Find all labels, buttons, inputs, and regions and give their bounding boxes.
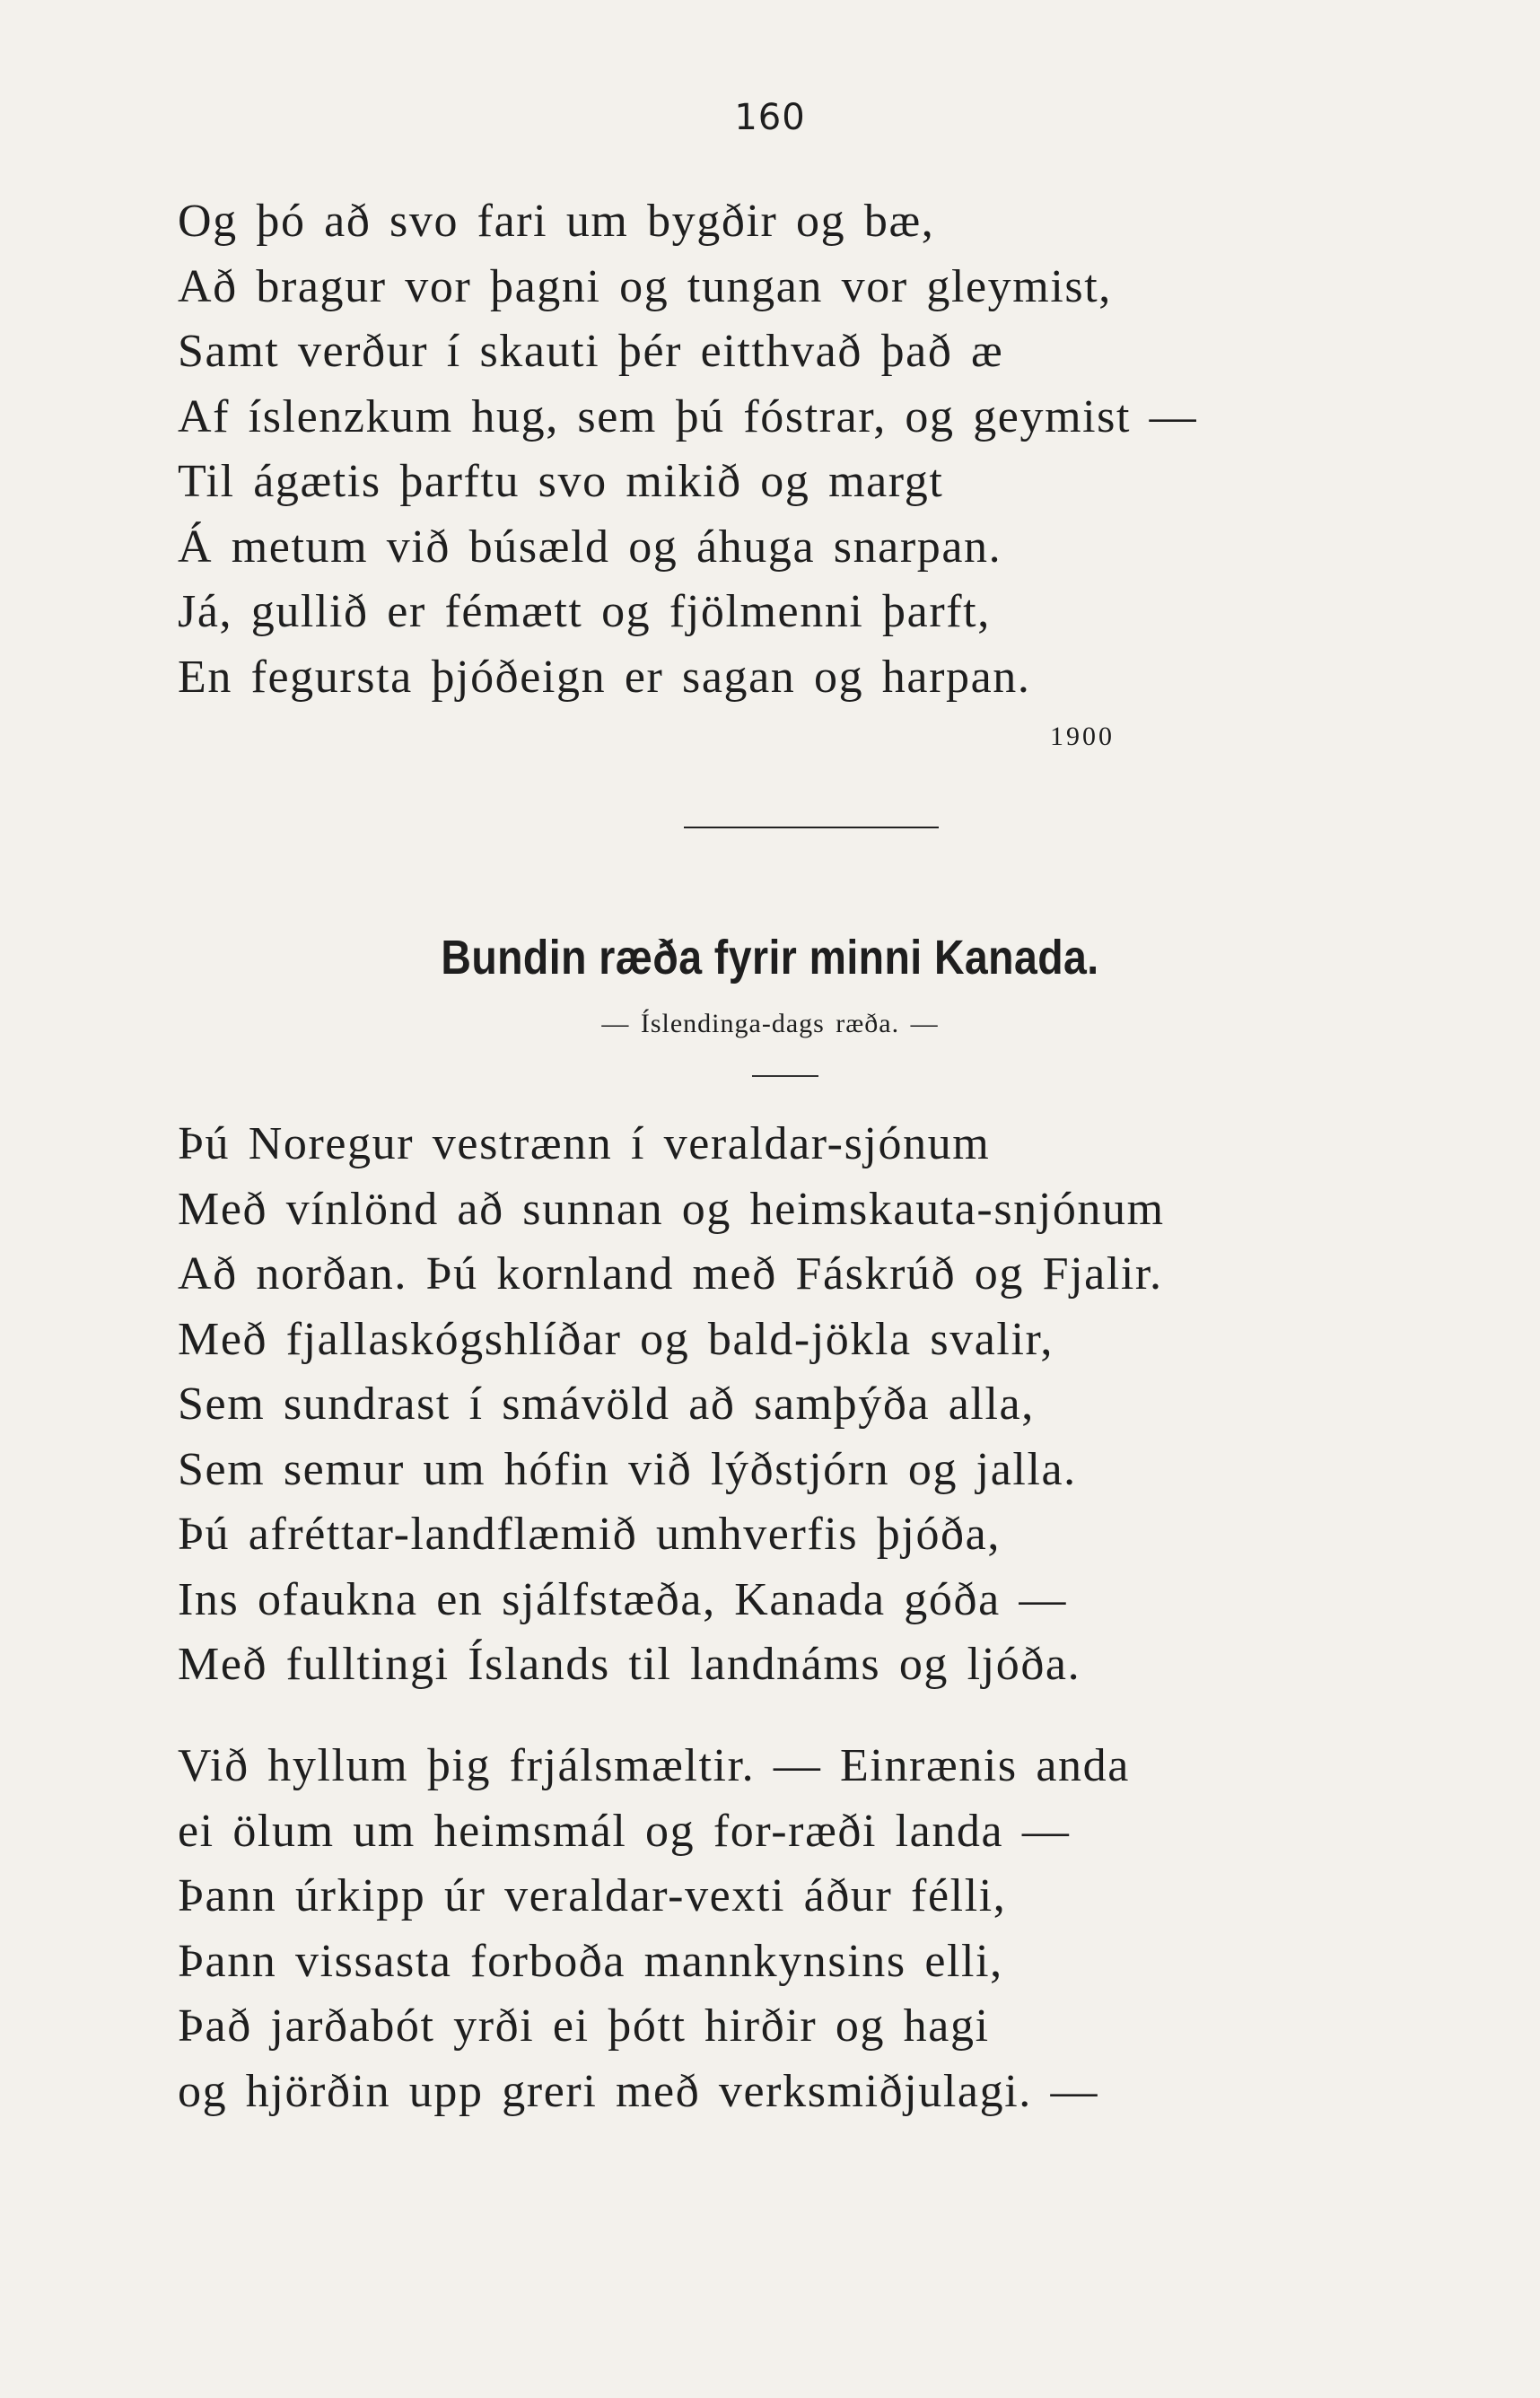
poem-2-stanza-a — [178, 1112, 1165, 1698]
verse-line: Þú Noregur vestrænn í veraldar-sjónum — [178, 1118, 991, 1169]
verse-line: Sem sundrast í smávöld að samþýða alla, — [178, 1378, 1035, 1430]
verse-line: Með fulltingi Íslands til landnáms og ljóða. — [178, 1639, 1081, 1690]
verse-line: Við hyllum þig frjálsmæltir. — Einrænis anda — [178, 1740, 1130, 1791]
verse-line: Að bragur vor þagni og tungan vor gleymist, — [178, 260, 1112, 312]
verse-line: Þú afréttar-landflæmið umhverfis þjóða, — [178, 1509, 1001, 1560]
verse-line: Já, gullið er fémætt og fjölmenni þarft, — [178, 586, 991, 637]
verse-line: En fegursta þjóðeign er sagan og harpan. — [178, 651, 1031, 703]
poem-2-subtitle: — Íslendinga-dags ræða. — — [601, 1009, 939, 1038]
verse-line: Þann vissasta forboða mannkynsins elli, — [178, 1935, 1003, 1987]
verse-line: Ins ofaukna en sjálfstæða, Kanada góða — — [178, 1573, 1067, 1625]
poem-2-stanza-b — [178, 1734, 1130, 2124]
section-divider — [684, 827, 939, 828]
verse-line: Til ágætis þarftu svo mikið og margt — [178, 456, 944, 507]
poem-2-title: Bundin ræða fyrir minni Kanada. — [441, 931, 1099, 985]
verse-line: Að norðan. Þú kornland með Fáskrúð og Fjalir. — [178, 1248, 1163, 1300]
verse-line: Af íslenzkum hug, sem þú fóstrar, og geymist — — [178, 390, 1198, 442]
verse-line: Þann úrkipp úr veraldar-vexti áður félli, — [178, 1870, 1007, 1921]
verse-line: Með fjallaskógshlíðar og bald-jökla svalir, — [178, 1313, 1054, 1365]
poem-1-year: 1900 — [1050, 722, 1115, 751]
title-divider — [752, 1075, 818, 1077]
verse-line: og hjörðin upp greri með verksmiðjulagi. — — [178, 2065, 1099, 2117]
verse-line: Með vínlönd að sunnan og heimskauta-snjónum — [178, 1183, 1165, 1235]
page-number: 160 — [734, 97, 806, 138]
verse-line: Sem semur um hófin við lýðstjórn og jalla. — [178, 1443, 1077, 1495]
poem-1-stanza — [178, 189, 1197, 710]
verse-line: ei ölum um heimsmál og for-ræði landa — — [178, 1805, 1071, 1857]
verse-line: Á metum við búsæld og áhuga snarpan. — [178, 521, 1002, 573]
verse-line: Það jarðabót yrði ei þótt hirðir og hagi — [178, 2000, 990, 2052]
verse-line: Og þó að svo fari um bygðir og bæ, — [178, 196, 935, 247]
verse-line: Samt verður í skauti þér eitthvað það æ — [178, 326, 1004, 377]
